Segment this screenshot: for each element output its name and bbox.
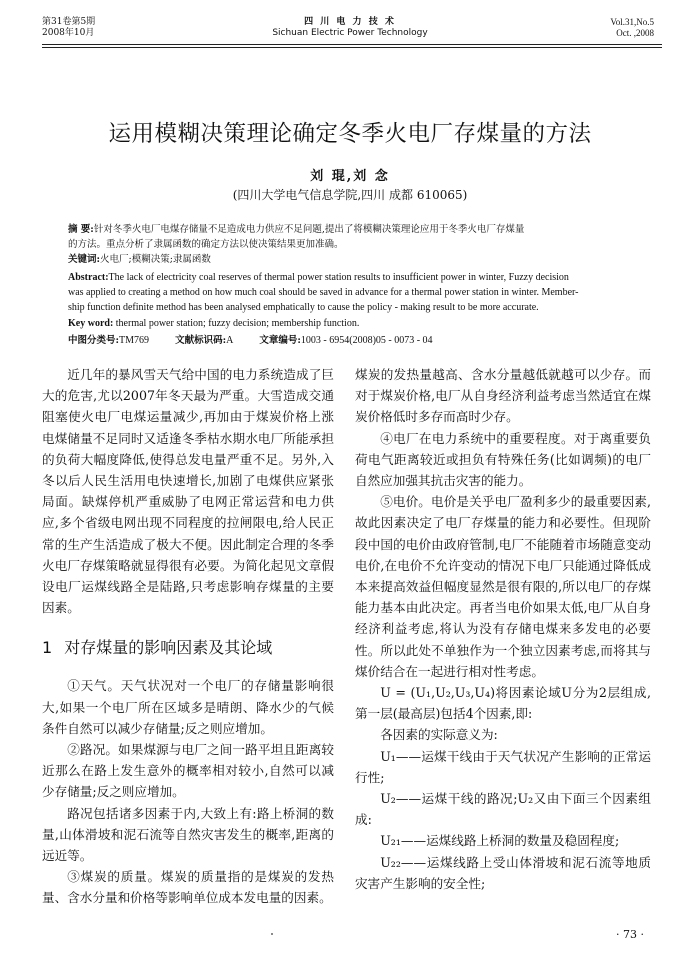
keywords: 火电厂;模糊决策;隶属函数 [100,254,211,266]
abstract-cn [68,222,646,268]
issue-line: 第31卷第5期 [42,17,96,27]
abstract-en [68,270,646,331]
road-details: 路况包括诸多因素于内,大致上有:路上桥洞的数量,山体滑坡和泥石流等自然灾害发生的概率,距离的远近等。 [42,805,334,864]
affiliation: (四川大学电气信息学院,四川 成都 610065) [232,188,468,202]
abstract-en-2: was applied to creating a method on how much coal should be saved in advance for a thermal power station in winter. Member- [68,287,579,299]
volume-line: Vol.31,No.5 [610,17,654,27]
header-rule-top [42,44,662,45]
class-value: TM769 [119,335,150,346]
abstract-en-3: ship function definite method has been analysed emphatically to cause the policy - making result to be more accurate. [68,302,539,314]
classification-line [68,333,646,348]
left-column [42,364,334,909]
u22-def: U₂₂——运煤线路上受山体滑坡和泥石流等地质灾害产生影响的安全性; [355,854,651,891]
abstract-text-1: 针对冬季火电厂电煤存储量不足造成电力供应不足问题,提出了将模糊决策理论应用于冬季火电厂存煤量 [93,224,525,235]
coal-quality-cont: 煤炭的发热量越高、含水分量越低就越可以少存。而对于煤炭价格,电厂从自身经济利益考虑当然适宜在煤炭价格低时多存而高时少存。 [355,367,651,425]
journal-name-cn: 四 川 电 力 技 术 [304,17,396,27]
meaning-intro: 各因素的实际意义为: [380,727,498,743]
factor-price: ⑤电价。电价是关乎电厂盈利多少的最重要因素,故此因素决定了电厂存煤量的能力和必要性。但现阶段中国的电价由政府管制,电厂不能随着市场随意变动电价,在电价不允许变动的情况下电厂只能通过降低成本来提高效益但幅度显然是很有限的,所以电厂的存煤能力基本由此决定。再者当电价如果太低,电厂从自身经济利益考虑,将认为没有存储电煤来多发电的必要性。所以此处不单独作为一个独立因素考虑,而将其与煤价结合在一起进行相对性考虑。 [355,494,651,679]
paper-title: 运用模糊决策理论确定冬季火电厂存煤量的方法 [108,121,592,147]
factor-coal-quality: ③煤炭的质量。煤炭的质量指的是煤炭的发热量、含水分量和价格等影响单位成本发电量的因素。 [42,869,334,906]
abstract-text-2: 的方法。重点分析了隶属函数的确定方法以使决策结果更加准确。 [68,239,344,251]
keyword-en-label: Key word: [68,317,114,329]
article-value: 1003 - 6954(2008)05 - 0073 - 04 [300,335,433,346]
intro-paragraph: 近几年的暴风雪天气给中国的电力系统造成了巨大的危害,尤以2007年冬天最为严重。大雪造成交通阻塞使火电厂电煤运量减少,再加由于煤炭价格上涨电煤储量不足同时又适逢冬季枯水期水电厂所能承担的负荷大幅度降低,使得总发电量严重不足。另外,入冬以后人民生活用电快速增长,加剧了电煤供应紧张局面。缺煤停机严重威胁了电网正常运营和电力供应,多个省级电网出现不同程度的拉闸限电,给人民正常的生产生活造成了极大不便。因此制定合理的冬季火电厂存煤策略就显得很有必要。为简化起见文章假设电厂运煤线路全是陆路,只考虑影响存煤量的主要因素。 [42,367,334,616]
journal-name [0,17,700,39]
factor-weather: ①天气。天气状况对一个电厂的存储量影响很大,如果一个电厂所在区域多是晴朗、降水少的气候条件自然可以减少存储量;反之则应增加。 [42,678,334,736]
doc-value: A [226,335,234,346]
journal-volume [610,17,654,39]
class-label: 中图分类号: [68,335,120,346]
footer-dot [271,933,273,935]
factor-road: ②路况。如果煤源与电厂之间一路平坦且距离较近那么在路上发生意外的概率相对较小,自然可以减少存储量;反之则应增加。 [42,742,334,800]
u1-def: U₁——运煤干线由于天气状况产生影响的正常运行性; [355,748,651,785]
factor-domain: U = (U₁,U₂,U₃,U₄)将因素论域U分为2层组成,第一层(最高层)包括4个因素,即: [355,685,651,722]
doc-label: 文献标识码: [175,335,227,346]
article-label: 文章编号: [259,335,301,346]
keywords-en: thermal power station; fuzzy decision; membership function. [115,317,360,329]
section-title: 对存煤量的影响因素及其论域 [64,638,273,658]
abstract-label: 摘 要: [68,224,94,235]
page-number: · 73 · [616,928,644,941]
u21-def: U₂₁——运煤线路上桥洞的数量及稳固程度; [380,833,620,849]
journal-name-en: Sichuan Electric Power Technology [272,28,428,38]
abstract-en-label: Abstract: [68,272,109,283]
date-line: 2008年10月 [42,28,95,38]
right-column [355,364,651,894]
factor-importance: ④电厂在电力系统中的重要程度。对于离重要负荷电气距离较近或担负有特殊任务(比如调频)的电厂自然应加强其抗击灾害的能力。 [355,430,651,489]
section-heading [42,637,334,659]
section-number: 1 [42,638,53,658]
u2-def: U₂——运煤干线的路况;U₂又由下面三个因素组成: [355,791,651,828]
header-rule-bottom [42,47,662,48]
keywords-label: 关键词: [68,254,101,266]
abstract-en-1: The lack of electricity coal reserves of thermal power station results to insufficient power in winter, Fuzzy decision [108,272,569,283]
authors: 刘 琨,刘 念 [310,169,390,184]
month-line: Oct. ,2008 [616,28,654,38]
